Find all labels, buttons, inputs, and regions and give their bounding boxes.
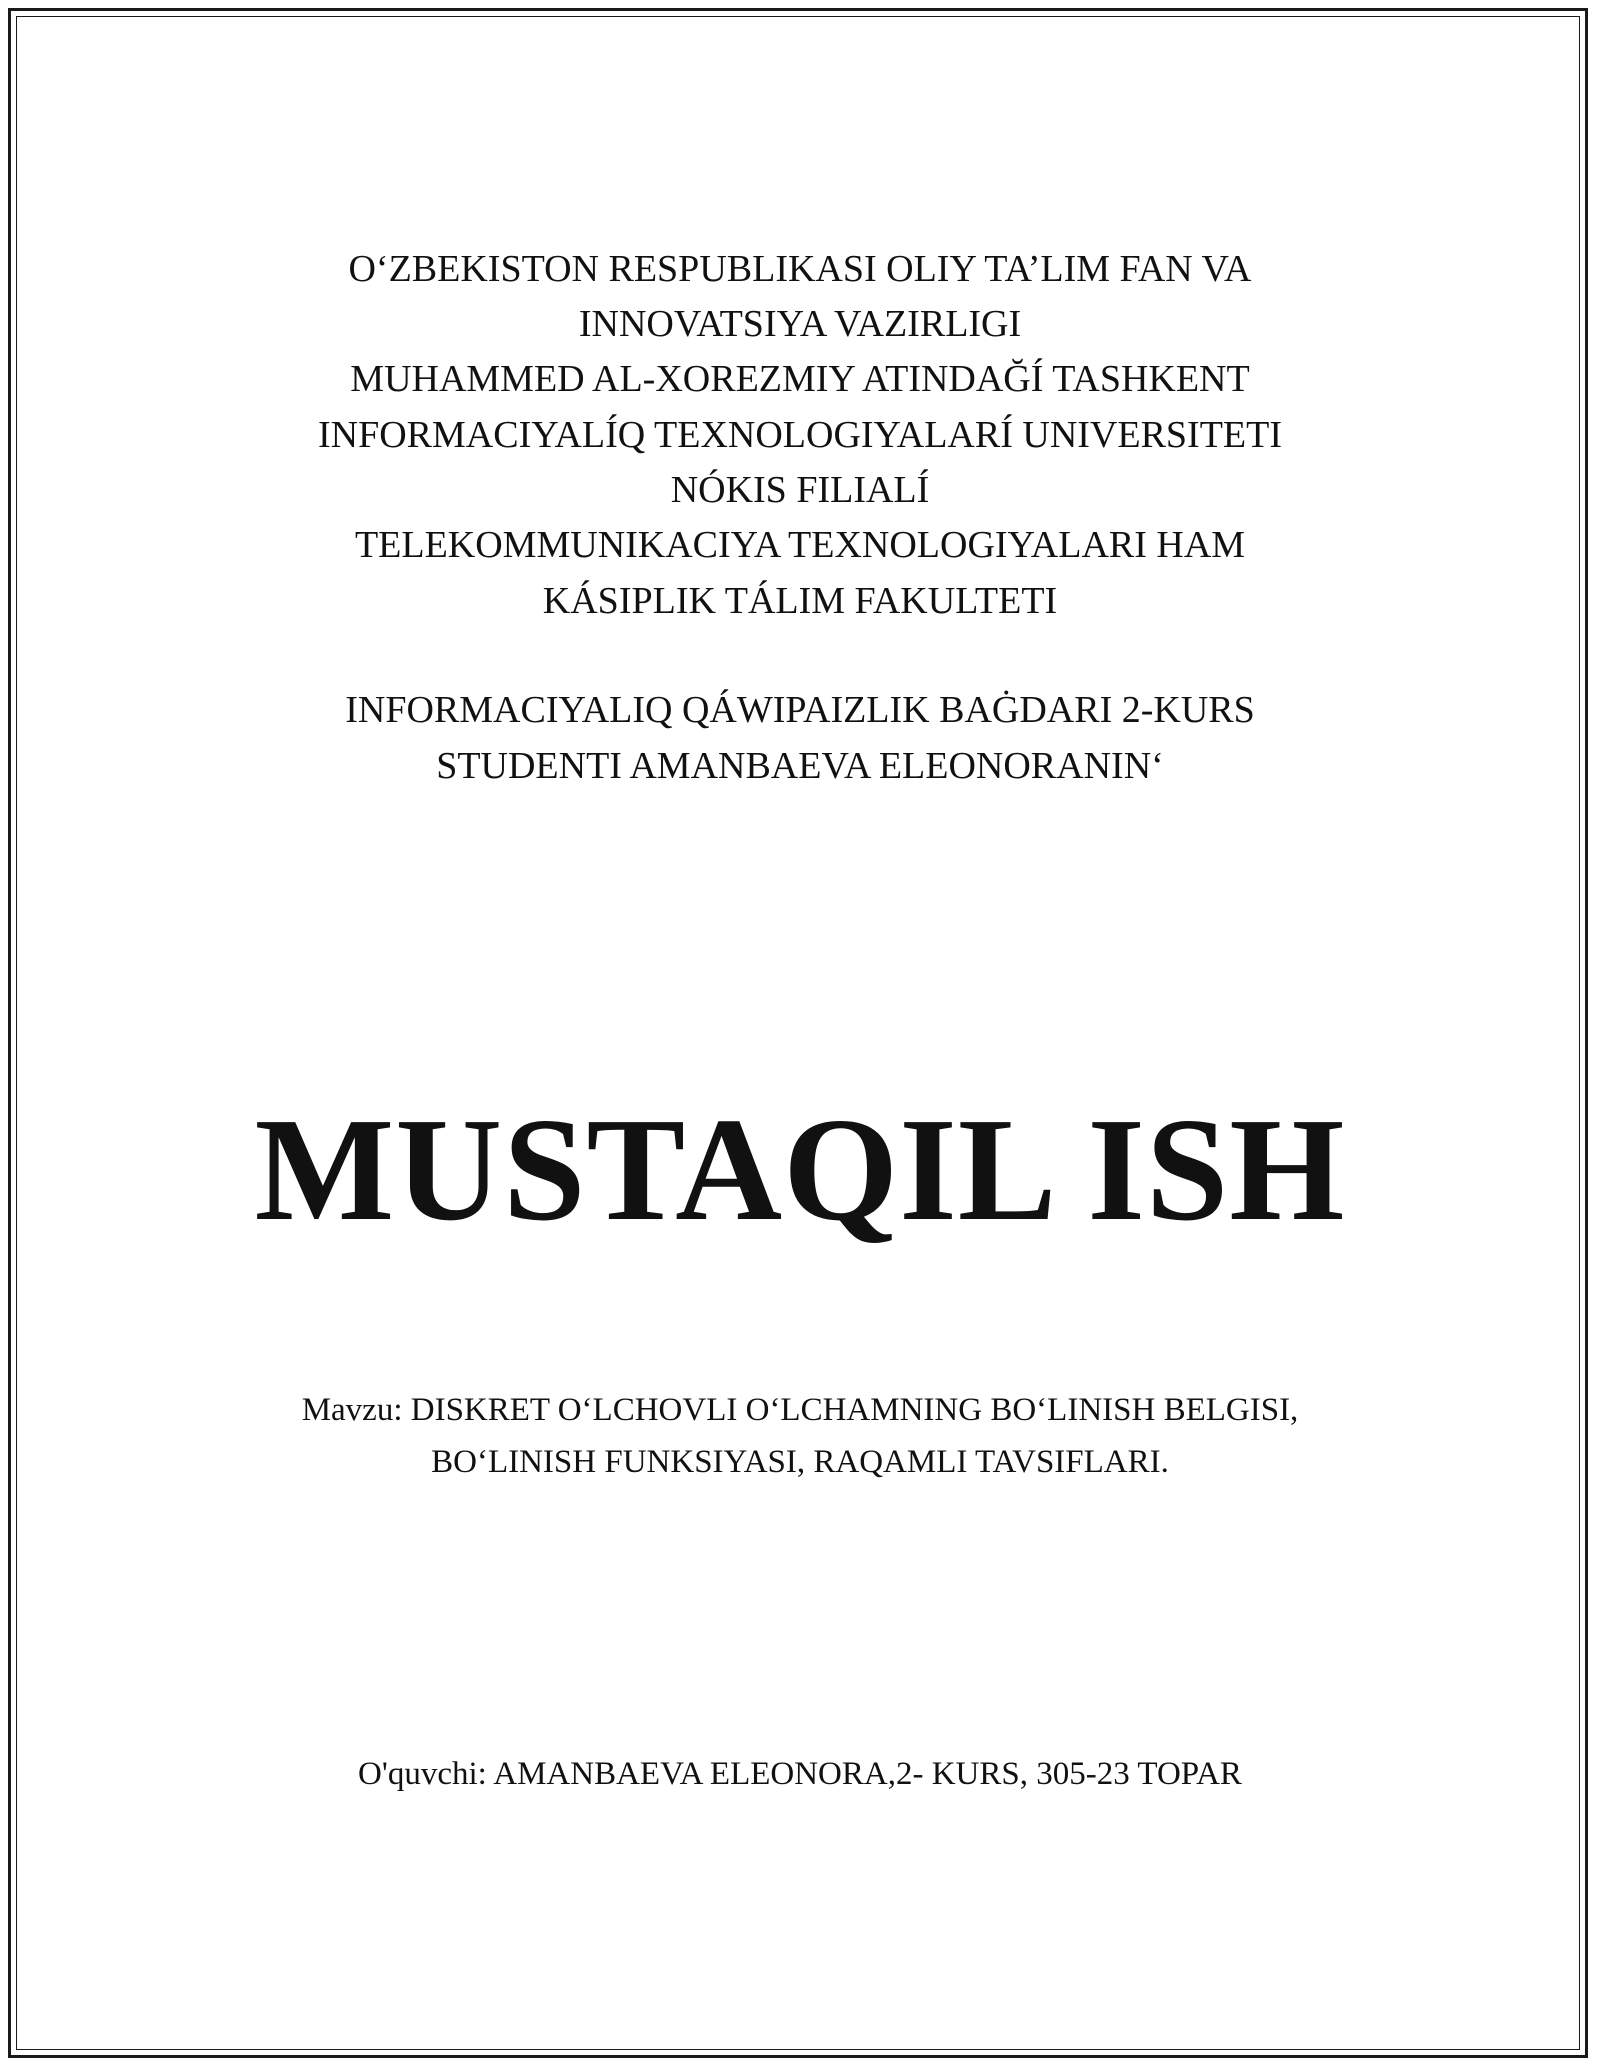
university-line-1: MUHAMMED AL-XOREZMIY ATINDAĞÍ TASHKENT bbox=[350, 358, 1250, 400]
student-direction-line: INFORMACIYALIQ QÁWIPAIZLIK BAĠDARI 2-KURS bbox=[345, 689, 1255, 731]
branch-line: NÓKIS FILIALÍ bbox=[670, 469, 930, 511]
topic-line-2: BO‘LINISH FUNKSIYASI, RAQAMLI TAVSIFLARI. bbox=[431, 1444, 1169, 1480]
student-info: O'quvchi: AMANBAEVA ELEONORA,2- KURS, 305-23 TOPAR bbox=[358, 1756, 1242, 1792]
faculty-line-1: TELEKOMMUNIKACIYA TEXNOLOGIYALARI HAM bbox=[354, 524, 1246, 566]
topic-line-1: Mavzu: DISKRET O‘LCHOVLI O‘LCHAMNING BO‘LINISH BELGISI, bbox=[301, 1392, 1299, 1428]
ministry-line-1: O‘ZBEKISTON RESPUBLIKASI OLIY TA’LIM FAN VA bbox=[348, 248, 1252, 290]
document-title: MUSTAQIL ISH bbox=[254, 1088, 1346, 1252]
faculty-line-2: KÁSIPLIK TÁLIM FAKULTETI bbox=[542, 580, 1058, 622]
ministry-line-2: INNOVATSIYA VAZIRLIGI bbox=[578, 303, 1022, 345]
student-name-line: STUDENTI AMANBAEVA ELEONORANIN‘ bbox=[436, 745, 1164, 787]
university-line-2: INFORMACIYALÍQ TEXNOLOGIYALARÍ UNIVERSITETI bbox=[318, 414, 1282, 456]
